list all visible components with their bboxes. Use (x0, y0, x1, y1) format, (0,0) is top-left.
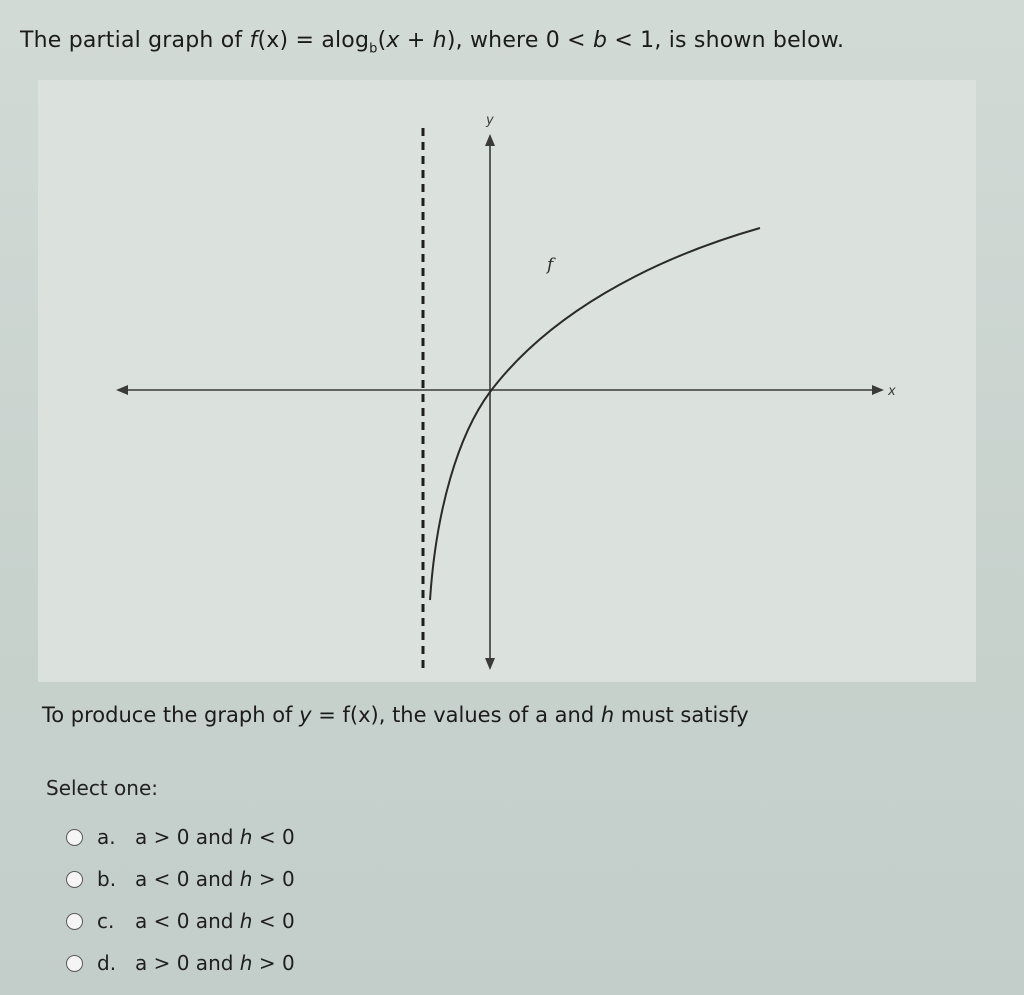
y-axis-label: y (486, 113, 494, 128)
option-b[interactable] (66, 858, 295, 900)
prompt-suffix: must satisfy (614, 703, 749, 727)
function-graph (38, 80, 976, 682)
where-text: where 0 < (462, 28, 593, 53)
option-h-part: > 0 (252, 867, 295, 891)
option-letter: d. (97, 951, 117, 975)
option-a-part: a > 0 and (135, 825, 240, 849)
option-a-part: a < 0 and (135, 867, 240, 891)
log-arg-open: ( (377, 28, 387, 53)
log-arg-close: ), (446, 28, 463, 53)
x-axis-label: x (888, 384, 896, 399)
y-axis-up-arrow (485, 134, 495, 146)
prompt-h-var: h (600, 703, 615, 727)
answer-options (66, 816, 295, 984)
equals-sign: = (288, 28, 322, 53)
title-prefix: The partial graph of (20, 28, 250, 53)
radio-button-c[interactable] (66, 913, 83, 930)
option-text (135, 951, 295, 975)
option-h-var: h (239, 825, 253, 849)
log-text: log (335, 28, 370, 53)
option-text (135, 867, 295, 891)
option-h-var: h (239, 951, 253, 975)
option-a[interactable] (66, 816, 295, 858)
option-d[interactable] (66, 942, 295, 984)
function-curve (430, 228, 760, 600)
option-letter: c. (97, 909, 115, 933)
curve-label: f (547, 255, 554, 275)
a-symbol: a (321, 28, 335, 53)
option-h-part: > 0 (252, 951, 295, 975)
option-text (135, 909, 295, 933)
option-c[interactable] (66, 900, 295, 942)
prompt-text (42, 703, 749, 727)
option-text (135, 825, 295, 849)
prompt-mid: = f(x), the values of a and (311, 703, 601, 727)
x-variable: x (386, 28, 400, 53)
option-a-part: a > 0 and (135, 951, 240, 975)
select-one-label: Select one: (46, 776, 159, 800)
option-h-part: < 0 (252, 825, 295, 849)
option-h-var: h (239, 867, 253, 891)
option-a-part: a < 0 and (135, 909, 240, 933)
x-axis-right-arrow (872, 385, 884, 395)
option-letter: b. (97, 867, 117, 891)
option-letter: a. (97, 825, 116, 849)
func-arg: (x) (257, 28, 289, 53)
h-variable: h (432, 28, 447, 53)
log-base: b (369, 41, 378, 57)
radio-button-b[interactable] (66, 871, 83, 888)
option-h-part: < 0 (252, 909, 295, 933)
y-axis-down-arrow (485, 658, 495, 670)
radio-button-d[interactable] (66, 955, 83, 972)
x-axis-left-arrow (116, 385, 128, 395)
graph-panel (38, 80, 976, 682)
b-variable: b (592, 28, 608, 53)
prompt-y-var: y (299, 703, 312, 727)
condition-tail: < 1, is shown below. (607, 28, 845, 53)
prompt-prefix: To produce the graph of (42, 703, 300, 727)
option-h-var: h (239, 909, 253, 933)
radio-button-a[interactable] (66, 829, 83, 846)
func-name: f (249, 28, 258, 53)
question-title (20, 28, 1000, 56)
plus-sign: + (399, 28, 433, 53)
